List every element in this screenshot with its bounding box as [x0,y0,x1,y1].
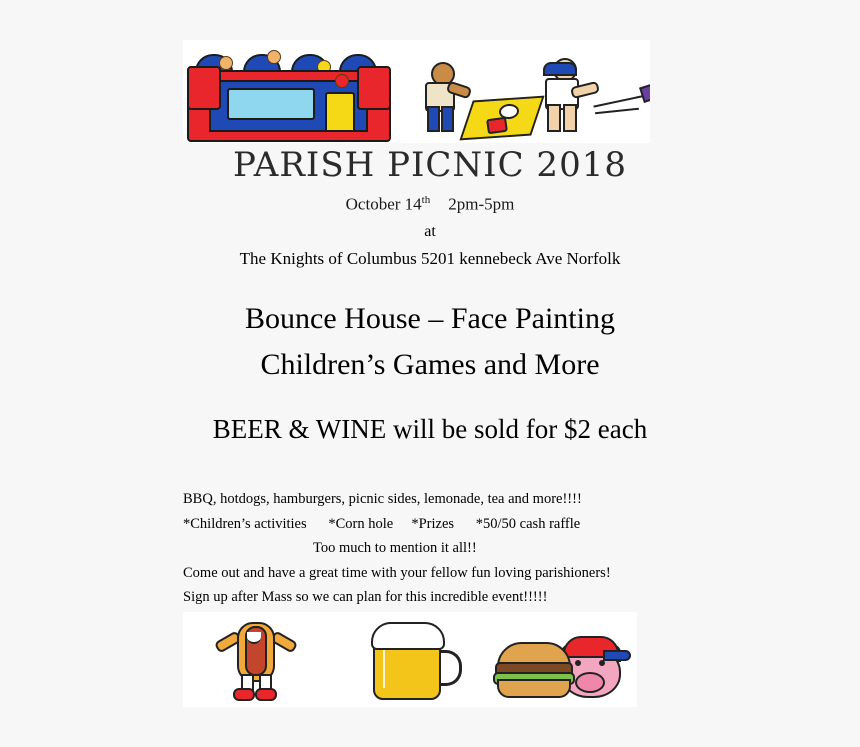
date-month-day: October 14 [345,194,422,214]
hot-dog-shoe [255,688,277,701]
headline-activities-2: Children’s Games and More [260,348,600,381]
bounce-house-child [335,74,349,88]
cornhole-bean-bag [486,117,508,135]
bounce-house-tower [357,66,391,110]
pig-eye [575,660,581,666]
headline-activities: Bounce House – Face Painting [245,302,615,335]
motion-streak-icon [593,94,646,107]
detail-line-signup: Sign up after Mass so we can plan for this incredible event!!!!! [183,589,548,605]
hot-dog-image [183,612,333,707]
pig-cap-brim [603,650,631,661]
cornhole-image [395,40,650,143]
bounce-house-window [227,88,315,120]
bounce-house-image [183,40,395,143]
pig-snout [575,672,605,693]
hamburger-pig-image [483,612,637,707]
bounce-house-door [325,92,355,132]
top-banner [183,40,650,143]
thrown-object [639,81,650,103]
player-leg [547,104,561,132]
bounce-house-child [219,56,233,70]
details-block [183,487,743,610]
player-leg [441,106,454,132]
date-line [0,194,860,215]
bounce-house-tower [187,66,221,110]
player-cap [543,62,577,76]
detail-line-invite: Come out and have a great time with your fellow fun loving parishioners! [183,564,611,581]
date-ordinal: th [421,194,431,206]
detail-line-toomuch: Too much to mention it all!! [313,540,477,556]
player-leg [427,106,440,132]
bounce-house-child [267,50,281,64]
page-title: PARISH PICNIC 2018 [233,145,627,185]
detail-line-food: BBQ, hotdogs, hamburgers, picnic sides, lemonade, tea and more!!!! [183,491,582,507]
venue-line: The Knights of Columbus 5201 kennebeck Ave Norfolk [239,249,621,268]
hot-dog-shoe [233,688,255,701]
beer-foam [371,622,445,650]
beer-mug-highlight [383,648,385,688]
bottom-image-strip [183,612,637,707]
headline-drinks: BEER & WINE will be sold for $2 each [212,414,648,444]
burger-bottom-bun [497,679,571,698]
detail-line-activities: *Children’s activities *Corn hole *Prizes *50/50 cash raffle [183,515,581,532]
beer-mug-image [333,612,483,707]
motion-streak-icon [595,108,639,115]
date-time: 2pm-5pm [448,194,515,214]
player-leg [563,104,577,132]
at-word: at [424,223,436,240]
